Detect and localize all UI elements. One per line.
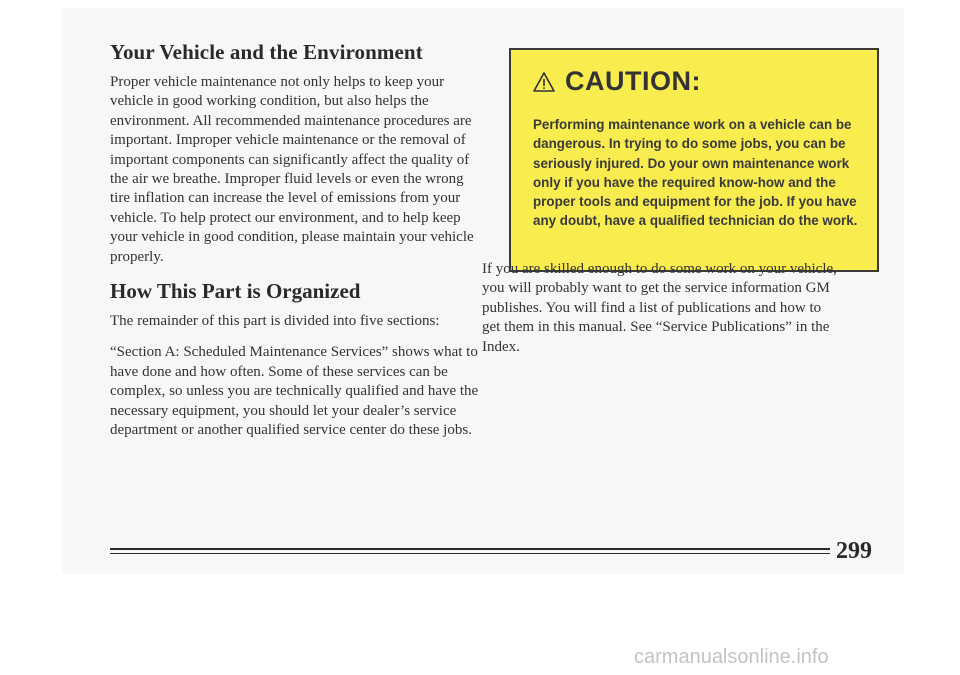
footer-rule — [110, 548, 830, 555]
watermark: carmanualsonline.info — [634, 646, 829, 668]
organized-heading: How This Part is Organized — [110, 279, 361, 304]
caution-title: CAUTION: — [565, 66, 701, 96]
environment-paragraph: Proper vehicle maintenance not only helps to keep your vehicle in good working condition, but also helps the environment. All recommended maintenance procedures are important. Improper vehicle maintenance or the removal of important components can significantly affect the quality of the air we breathe. Improper fluid levels or even the wrong tire inflation can increase the level of emissions from your vehicle. To help protect our environment, and to help keep your vehicle in good condition, please maintain your vehicle properly. — [110, 74, 474, 265]
left-column — [110, 40, 482, 453]
environment-heading: Your Vehicle and the Environment — [110, 40, 423, 64]
organized-intro-paragraph: The remainder of this part is divided into five sections: — [110, 313, 440, 330]
service-info-paragraph: If you are skilled enough to do some work on your vehicle, you will probably want to get the service information GM publishes. You will find a list of publications and how to get them in this manual. See “Service Publications” in the Index. — [482, 261, 837, 355]
warning-triangle-icon — [533, 71, 555, 93]
caution-title-row — [533, 66, 873, 97]
section-a-paragraph: “Section A: Scheduled Maintenance Services” shows what to have done and how often. Some of these services can be complex, so unless you are technically qualified and have the necessary equipment, you should let your dealer’s service department or another qualified service center do these jobs. — [110, 344, 479, 439]
caution-box — [509, 48, 879, 272]
page-number: 299 — [836, 538, 872, 564]
caution-text: Performing maintenance work on a vehicle can be dangerous. In trying to do some jobs, you can be seriously injured. Do your own maintenance work only if you have the required know-how and the proper tools and equipment for the job. If you have any doubt, have a qualified technician do the work. — [533, 117, 858, 229]
right-column — [482, 260, 842, 369]
